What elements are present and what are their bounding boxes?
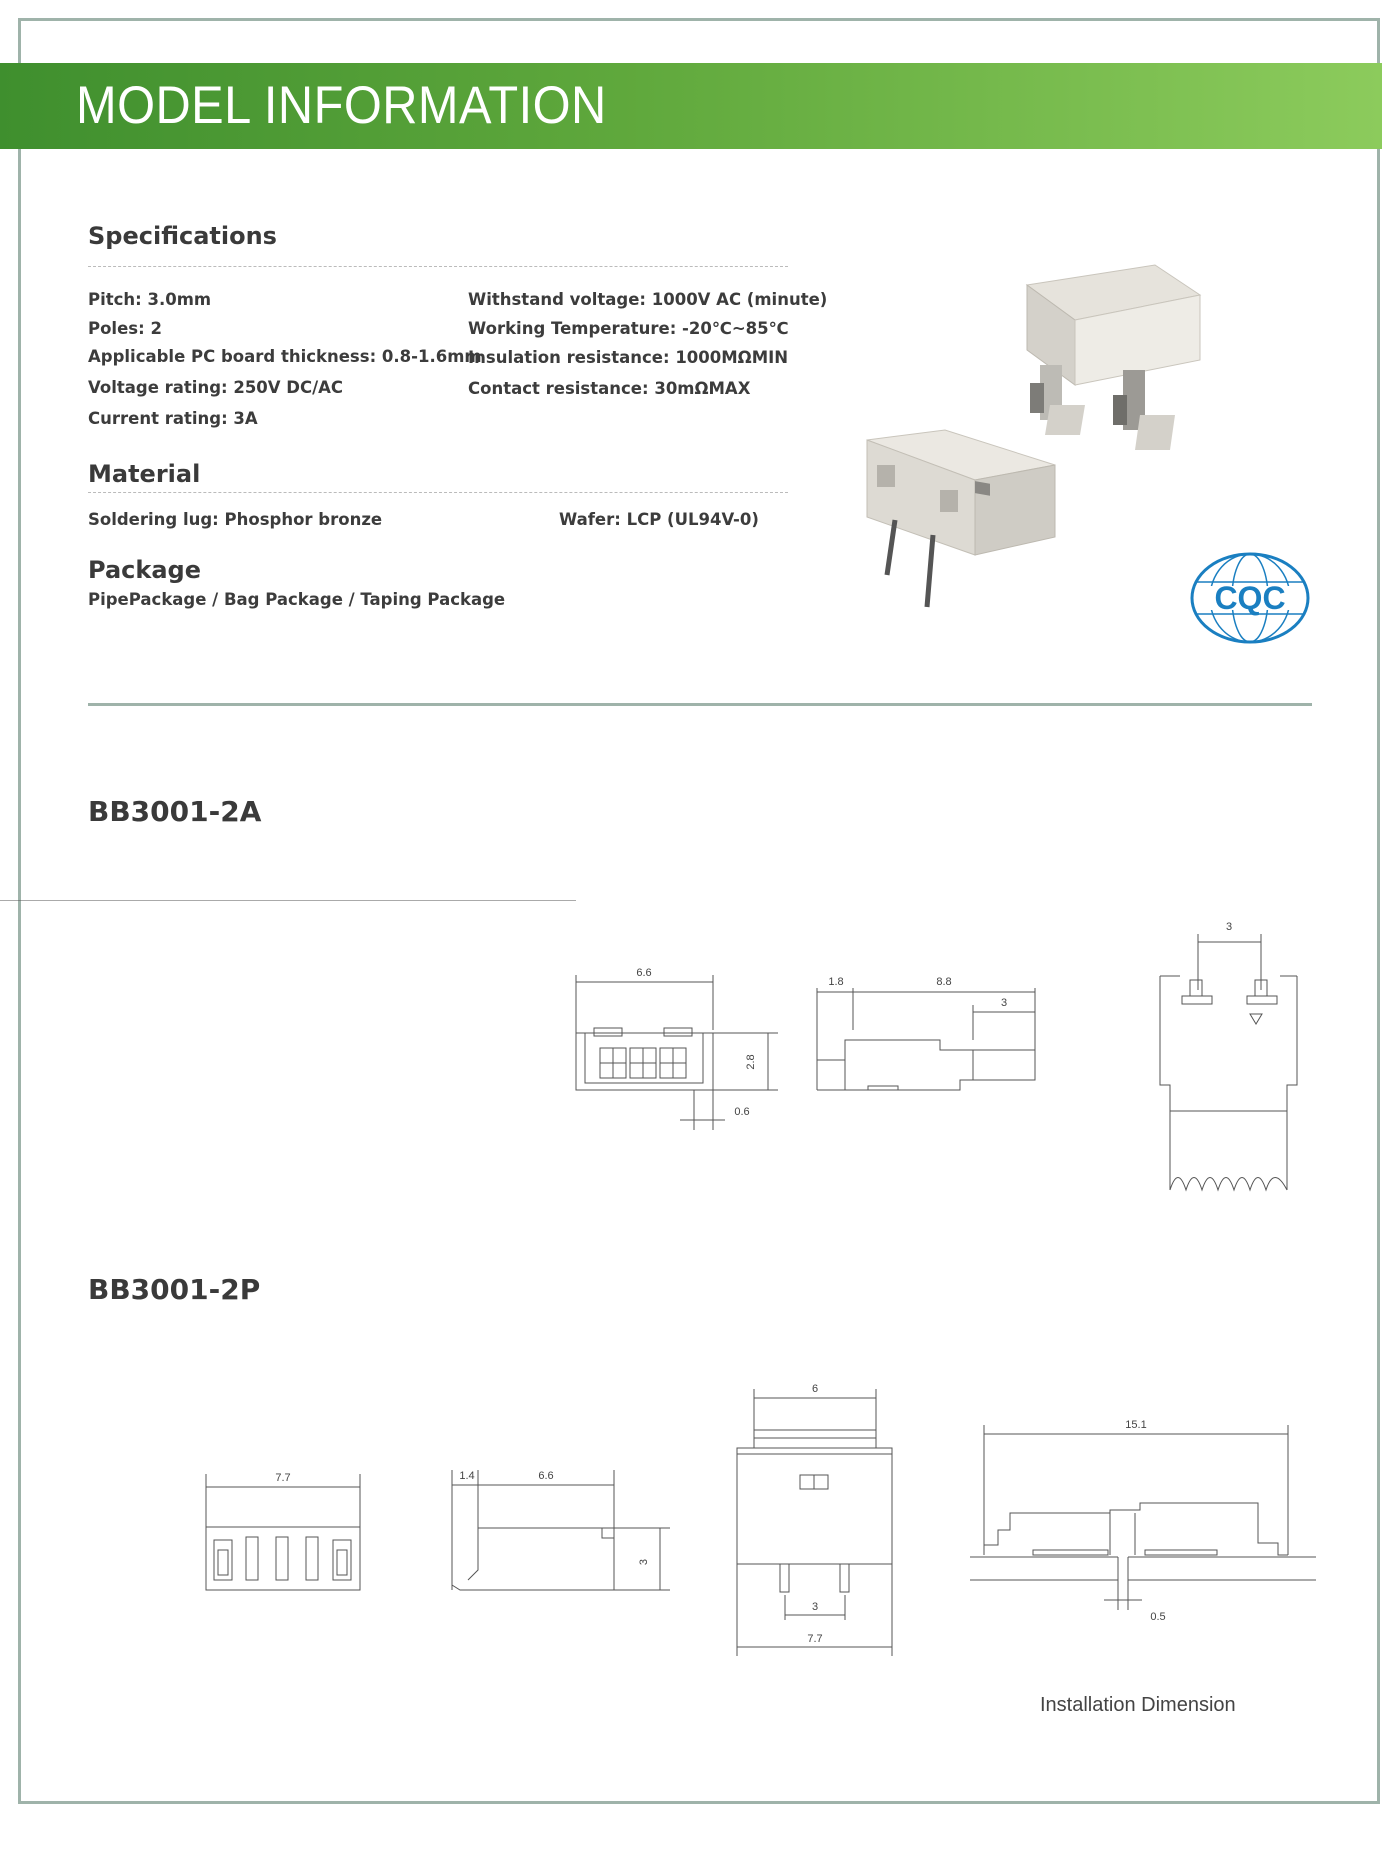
connector-image-top <box>1027 265 1200 450</box>
spec-poles: Poles: 2 <box>88 319 162 338</box>
bb3001-2a-side-view <box>817 976 1035 1090</box>
dim-front-height: 2.8 <box>745 1054 757 1070</box>
material-divider <box>88 492 788 493</box>
bb3001-2p-side-view <box>452 1470 670 1590</box>
spec-contact-resistance: Contact resistance: 30mΩMAX <box>468 379 751 398</box>
dim-2p-front-width: 7.7 <box>275 1472 291 1484</box>
dim-install-gap: 0.5 <box>1150 1611 1166 1623</box>
bb3001-2a-front-view <box>0 900 778 1130</box>
spec-withstand-voltage: Withstand voltage: 1000V AC (minute) <box>468 290 828 309</box>
dim-2p-bottom-width: 7.7 <box>807 1633 823 1645</box>
cqc-logo-text: CQC <box>1214 580 1286 616</box>
dim-front-width: 6.6 <box>636 967 652 979</box>
drawing-bb3001-2p <box>0 1370 1400 1670</box>
installation-dimension-caption: Installation Dimension <box>1040 1694 1236 1716</box>
model-title-bb3001-2a: BB3001-2A <box>88 795 262 828</box>
connector-image-bottom <box>867 430 1055 607</box>
bb3001-2a-top-view <box>1160 921 1297 1190</box>
dim-2p-side-a: 1.4 <box>459 1470 475 1482</box>
dim-2p-side-height: 3 <box>638 1558 650 1566</box>
dim-2p-pitch: 3 <box>811 1601 819 1613</box>
material-wafer: Wafer: LCP (UL94V-0) <box>559 510 759 529</box>
drawing-bb3001-2a <box>0 900 1400 1200</box>
spec-current-rating: Current rating: 3A <box>88 409 258 428</box>
spec-insulation-resistance: Insulation resistance: 1000MΩMIN <box>468 348 789 367</box>
page-title: MODEL INFORMATION <box>76 76 607 135</box>
bb3001-2p-installation-view <box>970 1419 1316 1623</box>
dim-front-offset: 0.6 <box>734 1106 750 1118</box>
dim-side-a: 1.8 <box>828 976 844 988</box>
dim-top-pitch: 3 <box>1225 921 1233 933</box>
header-banner <box>0 63 1382 149</box>
dim-side-c: 3 <box>1000 997 1008 1009</box>
bb3001-2p-top-view <box>737 1383 892 1656</box>
model-title-bb3001-2p: BB3001-2P <box>88 1273 261 1306</box>
section-divider <box>88 703 1312 706</box>
cqc-logo <box>1186 548 1314 648</box>
material-soldering-lug: Soldering lug: Phosphor bronze <box>88 510 383 529</box>
specifications-heading: Specifications <box>88 222 277 250</box>
material-heading: Material <box>88 460 201 488</box>
bb3001-2p-front-view <box>206 1472 360 1590</box>
package-types: PipePackage / Bag Package / Taping Package <box>88 590 506 609</box>
dim-2p-top-width: 6 <box>811 1383 819 1395</box>
dim-install-length: 15.1 <box>1125 1419 1147 1431</box>
spec-board-thickness: Applicable PC board thickness: 0.8-1.6mm <box>88 347 482 366</box>
spec-pitch: Pitch: 3.0mm <box>88 290 212 309</box>
package-heading: Package <box>88 556 201 584</box>
specifications-divider <box>88 266 788 267</box>
dim-2p-side-b: 6.6 <box>538 1470 554 1482</box>
dim-side-b: 8.8 <box>936 976 952 988</box>
spec-voltage-rating: Voltage rating: 250V DC/AC <box>88 378 344 397</box>
spec-working-temperature: Working Temperature: -20℃~85℃ <box>468 319 789 338</box>
